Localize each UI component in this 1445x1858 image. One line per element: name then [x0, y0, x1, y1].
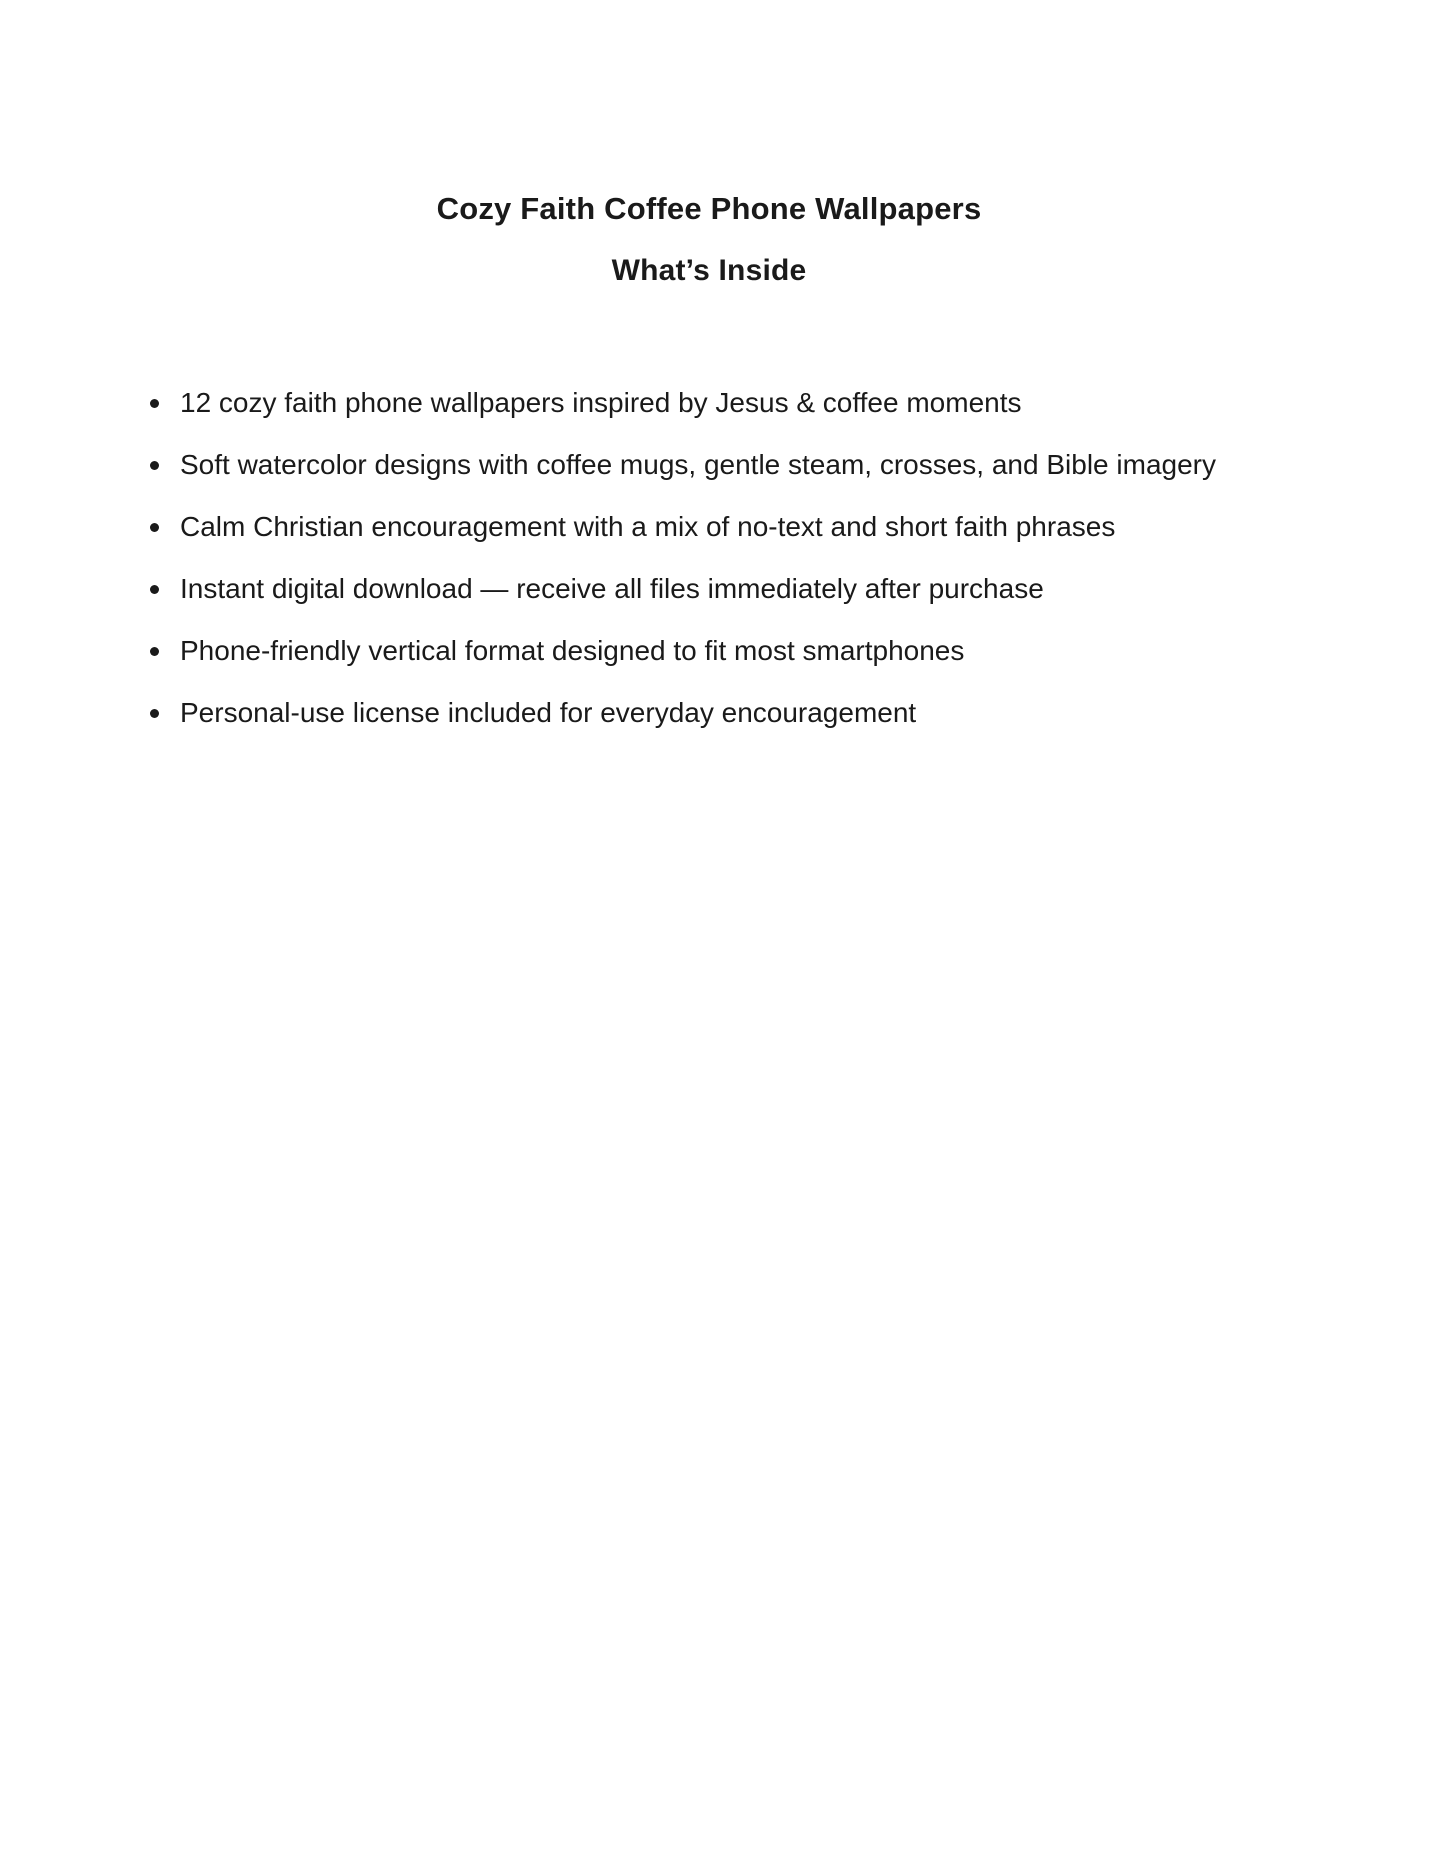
list-item: Personal-use license included for everyday encouragement [128, 682, 1390, 744]
heading-block [128, 178, 1290, 302]
list-item: Phone-friendly vertical format designed to fit most smartphones [128, 620, 1390, 682]
page-subtitle: What’s Inside [611, 254, 807, 287]
list-item: Soft watercolor designs with coffee mugs, gentle steam, crosses, and Bible imagery [128, 434, 1390, 496]
list-item: 12 cozy faith phone wallpapers inspired by Jesus & coffee moments [128, 372, 1390, 434]
list-item: Calm Christian encouragement with a mix of no-text and short faith phrases [128, 496, 1390, 558]
page-title: Cozy Faith Coffee Phone Wallpapers [436, 191, 982, 226]
feature-list [128, 372, 1390, 744]
list-item: Instant digital download — receive all files immediately after purchase [128, 558, 1390, 620]
